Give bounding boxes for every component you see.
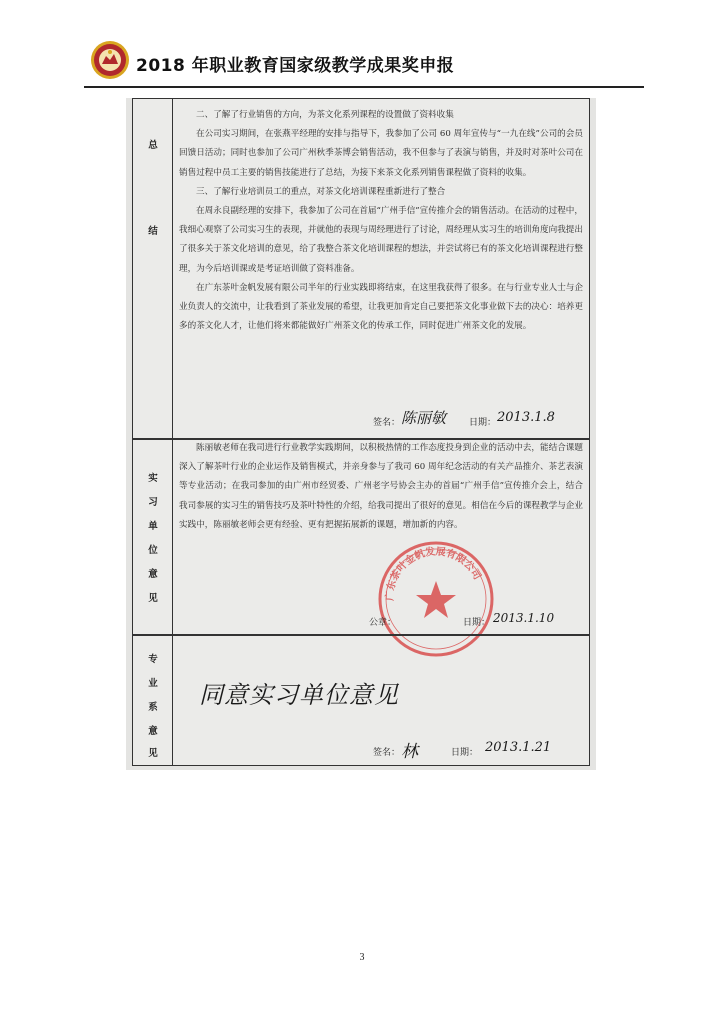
unit-label-char: 位	[148, 545, 158, 556]
page-title: 2018 年职业教育国家级教学成果奖申报	[136, 56, 455, 76]
scanned-form-image	[126, 98, 596, 770]
summary-heading: 三、了解行业培训员工的重点，对茶文化培训课程重新进行了整合	[196, 186, 446, 197]
dept-label-char: 系	[148, 702, 158, 713]
dept-sign-label: 签名：	[373, 748, 401, 758]
dept-date-label: 日期：	[451, 748, 479, 758]
section-divider	[133, 634, 589, 636]
dept-label-char: 意	[148, 726, 158, 737]
summary-label-char: 总	[148, 140, 158, 151]
summary-paragraph: 在周永良副经理的安排下，我参加了公司在首届“广州手信”宣传推介会的销售活动。在活动的过程中，我细心观察了公司实习生的表现，并就他的表现与周经理进行了讨论，周经理从实习生的培训角度向我提出了很多关于茶文化培训的意见，给了我整合茶文化培训课程的想法，并尝试将已有的茶文化培训课程进行整理，为今后培训课或是考证培训做了资料准备。	[179, 206, 583, 274]
form-table	[132, 98, 590, 766]
unit-label-char: 单	[148, 521, 158, 532]
summary-label-column	[133, 99, 173, 438]
dept-handwritten-opinion: 同意实习单位意见	[199, 681, 399, 709]
unit-paragraph: 陈丽敏老师在我司进行行业教学实践期间，以积极热情的工作态度投身到企业的活动中去，能结合课题深入了解茶叶行业的企业运作及销售模式，并亲身参与了我司 60 周年纪念活动的有关产品推介、茶艺表演等专业活动；在我司参加的由广州市经贸委、广州老字号协会主办的首届“广州手信”宣传推介会上，结合我司参展的实习生的销售技巧及茶叶特性的介绍，给我司提出了很好的意见。相信在今后的课程教学与企业实践中，陈丽敏老师会更有经验、更有把握拓展新的课题，增加新的内容。	[179, 443, 583, 530]
dept-label-column	[133, 635, 173, 766]
summary-content	[179, 106, 583, 336]
unit-label-char: 实	[148, 473, 158, 484]
dept-label-char: 见	[148, 748, 158, 759]
company-seal-icon	[376, 539, 496, 659]
unit-seal-label: 公章：	[369, 618, 397, 628]
school-logo-icon	[90, 40, 130, 80]
summary-date-label: 日期：	[469, 418, 497, 428]
header-divider	[84, 86, 644, 88]
summary-date: 2013.1.8	[497, 410, 555, 425]
unit-date: 2013.1.10	[493, 611, 555, 625]
unit-content	[179, 439, 583, 535]
dept-label-char: 业	[148, 678, 158, 689]
seal-text: 广东茶叶金帆发展有限公司	[384, 546, 483, 602]
summary-paragraph: 在广东茶叶金帆发展有限公司半年的行业实践即将结束，在这里我获得了很多。在与行业专业人士与企业负责人的交流中，让我看到了茶业发展的希望，让我更加肯定自己要把茶文化事业做下去的决心：培养更多的茶文化人才，让他们将来都能做好广州茶文化的传承工作，同时促进广州茶文化的发展。	[179, 282, 583, 332]
unit-date-label: 日期：	[463, 618, 491, 628]
unit-label-char: 习	[148, 497, 158, 508]
summary-paragraph: 在公司实习期间，在张燕平经理的安排与指导下，我参加了公司 60 周年宣传与“一九在线”公司的会员回馈日活动；同时也参加了公司广州秋季茶博会销售活动，我不但参与了表演与销售，并及时对茶叶公司在销售过程中员工主要的销售技能进行了总结，为接下来茶文化系列销售课程做了资料的收集。	[179, 129, 583, 178]
summary-signature: 陈丽敏	[401, 409, 447, 427]
summary-heading: 二、了解了行业销售的方向，为茶文化系列课程的设置做了资料收集	[196, 110, 454, 120]
dept-signature: 林	[401, 742, 418, 762]
dept-date: 2013.1.21	[485, 740, 552, 755]
unit-label-column	[133, 439, 173, 634]
dept-label-char: 专	[148, 654, 158, 665]
summary-sign-label: 签名：	[373, 418, 401, 428]
summary-label-char: 结	[148, 226, 158, 237]
page-header	[84, 38, 644, 84]
unit-label-char: 意	[148, 569, 158, 580]
unit-label-char: 见	[148, 593, 158, 604]
page-number: 3	[359, 952, 365, 963]
